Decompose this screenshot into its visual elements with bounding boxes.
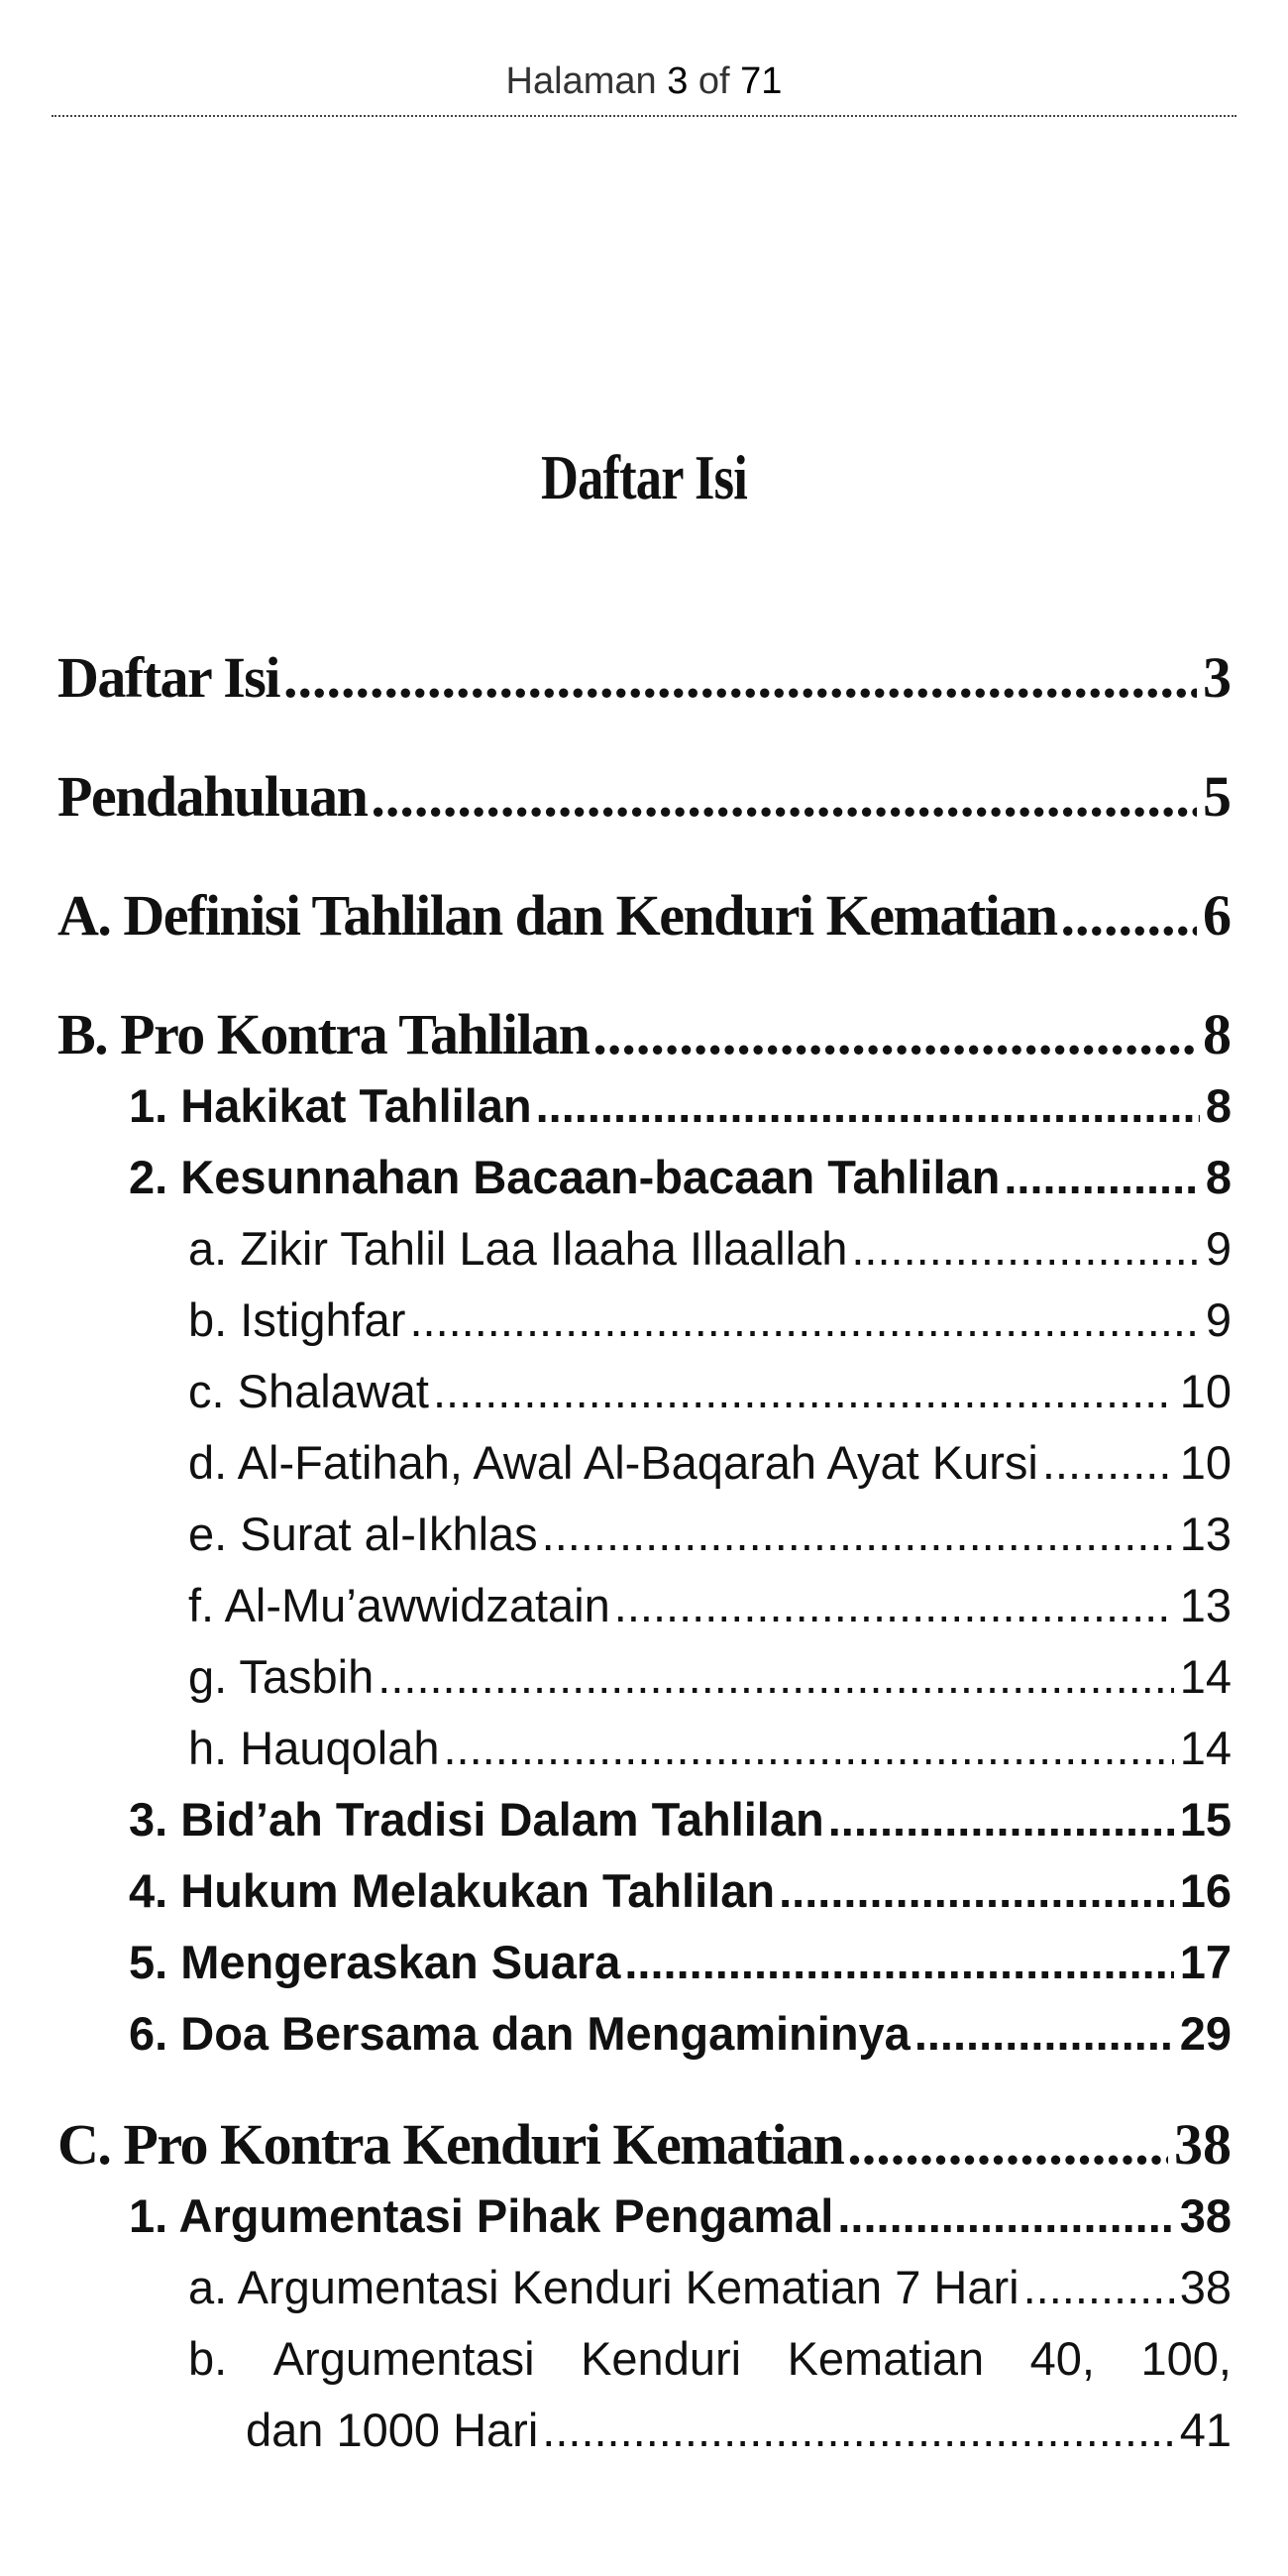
- toc-page-number: 10: [1179, 1365, 1232, 1417]
- toc-page-number: 41: [1179, 2404, 1232, 2456]
- toc-label: f. Al-Mu’awwidzatain: [188, 1579, 610, 1631]
- toc-label: g. Tasbih: [188, 1650, 375, 1703]
- toc-label: 5. Mengeraskan Suara: [129, 1936, 621, 1988]
- dot-leader: [847, 2111, 1168, 2178]
- toc-label: Daftar Isi: [57, 645, 279, 710]
- toc-label: b. Istighfar: [188, 1293, 406, 1346]
- toc-page-number: 16: [1179, 1864, 1232, 1917]
- toc-page-number: 5: [1203, 764, 1232, 829]
- dot-leader: [592, 1001, 1197, 1067]
- toc-page-number: 9: [1205, 1222, 1232, 1275]
- toc-entry-section-b[interactable]: [57, 1001, 1232, 1072]
- dot-leader: [1023, 2260, 1174, 2314]
- toc-entry-b2d[interactable]: [188, 1435, 1232, 1497]
- dot-leader: [914, 2006, 1174, 2061]
- dot-leader: [371, 763, 1197, 830]
- toc-page-number: 6: [1203, 883, 1232, 948]
- toc-label: 1. Argumentasi Pihak Pengamal: [129, 2189, 834, 2242]
- toc-entry-b2a[interactable]: [188, 1221, 1232, 1283]
- toc-label: 2. Kesunnahan Bacaan-bacaan Tahlilan: [129, 1151, 1001, 1203]
- toc-page-number: 8: [1205, 1151, 1232, 1203]
- toc-entry-c1[interactable]: [129, 2188, 1232, 2250]
- toc-label: C. Pro Kontra Kenduri Kematian: [57, 2112, 844, 2177]
- toc-entry-b6[interactable]: [129, 2006, 1232, 2068]
- toc-entry-b2[interactable]: [129, 1150, 1232, 1211]
- page-header: [52, 52, 1236, 117]
- dot-leader: [837, 2188, 1173, 2243]
- dot-leader: [433, 1364, 1174, 1418]
- toc-label: c. Shalawat: [188, 1365, 429, 1417]
- dot-leader: [614, 1578, 1174, 1632]
- toc-entry-b2f[interactable]: [188, 1578, 1232, 1639]
- toc-entry-c1b-line1[interactable]: [188, 2331, 1232, 2386]
- toc-page-number: 13: [1179, 1508, 1232, 1560]
- dot-leader: [283, 644, 1197, 711]
- toc-page-number: 38: [1179, 2261, 1232, 2313]
- toc-page-number: 13: [1179, 1579, 1232, 1631]
- toc-word: Kematian: [787, 2332, 985, 2385]
- toc-label: d. Al-Fatihah, Awal Al-Baqarah Ayat Kursi: [188, 1436, 1038, 1489]
- toc-label: 4. Hukum Melakukan Tahlilan: [129, 1864, 776, 1917]
- toc-entry-pendahuluan[interactable]: [57, 763, 1232, 835]
- toc-entry-section-c[interactable]: [57, 2111, 1232, 2183]
- toc-page-number: 29: [1179, 2007, 1232, 2060]
- toc-entry-b5[interactable]: [129, 1935, 1232, 1996]
- dot-leader: [1042, 1435, 1174, 1490]
- toc-page-number: 14: [1179, 1722, 1232, 1774]
- toc-label: 3. Bid’ah Tradisi Dalam Tahlilan: [129, 1793, 824, 1846]
- toc-entry-b4[interactable]: [129, 1863, 1232, 1925]
- toc-word: b.: [188, 2332, 228, 2385]
- toc-label: Pendahuluan: [57, 764, 368, 829]
- toc-label: dan 1000 Hari: [246, 2404, 539, 2456]
- toc-label: 6. Doa Bersama dan Mengamininya: [129, 2007, 911, 2060]
- toc-entry-c1a[interactable]: [188, 2260, 1232, 2321]
- dot-leader: [851, 1221, 1200, 1276]
- toc-page-number: 8: [1203, 1002, 1232, 1066]
- toc-entry-b2c[interactable]: [188, 1364, 1232, 1425]
- toc-word: 40,: [1029, 2332, 1095, 2385]
- toc-entry-b1[interactable]: [129, 1078, 1232, 1140]
- dot-leader: [624, 1935, 1173, 1989]
- dot-leader: [409, 1292, 1199, 1347]
- page-title: Daftar Isi: [540, 442, 748, 512]
- toc-page-number: 10: [1179, 1436, 1232, 1489]
- toc-label: e. Surat al-Ikhlas: [188, 1508, 538, 1560]
- dot-leader: [443, 1721, 1173, 1775]
- header-of: of: [698, 60, 730, 102]
- toc-label: A. Definisi Tahlilan dan Kenduri Kematian: [57, 883, 1057, 948]
- dot-leader: [779, 1863, 1174, 1918]
- toc-entry-b2g[interactable]: [188, 1649, 1232, 1711]
- toc-label: 1. Hakikat Tahlilan: [129, 1079, 532, 1132]
- dot-leader: [828, 1792, 1174, 1847]
- toc-page-number: 3: [1203, 645, 1232, 710]
- toc-page-number: 38: [1174, 2112, 1232, 2177]
- toc-word: Argumentasi: [272, 2332, 535, 2385]
- toc-page-number: 9: [1205, 1293, 1232, 1346]
- toc-label: h. Hauqolah: [188, 1722, 440, 1774]
- dot-leader: [542, 2403, 1173, 2457]
- toc-entry-b2h[interactable]: [188, 1721, 1232, 1782]
- toc-label: B. Pro Kontra Tahlilan: [57, 1002, 590, 1066]
- toc-entry-daftar-isi[interactable]: [57, 644, 1232, 716]
- toc-label: a. Zikir Tahlil Laa Ilaaha Illaallah: [188, 1222, 848, 1275]
- dot-leader: [536, 1078, 1200, 1133]
- header-prefix: Halaman: [505, 60, 657, 102]
- toc-word: 100,: [1140, 2332, 1232, 2385]
- dot-leader: [1061, 882, 1197, 949]
- total-page-number: 71: [740, 60, 783, 102]
- toc-entry-b2e[interactable]: [188, 1507, 1232, 1568]
- toc-page-number: 8: [1205, 1079, 1232, 1132]
- toc-entry-b3[interactable]: [129, 1792, 1232, 1853]
- toc-page-number: 15: [1179, 1793, 1232, 1846]
- toc-page-number: 14: [1179, 1650, 1232, 1703]
- toc-page-number: 38: [1179, 2189, 1232, 2242]
- toc-entry-b2b[interactable]: [188, 1292, 1232, 1354]
- toc-entry-c1b-line2[interactable]: [246, 2403, 1232, 2464]
- toc-page-number: 17: [1179, 1936, 1232, 1988]
- dot-leader: [542, 1507, 1174, 1561]
- toc-label: a. Argumentasi Kenduri Kematian 7 Hari: [188, 2261, 1020, 2313]
- current-page-number: 3: [667, 60, 689, 102]
- toc-entry-section-a[interactable]: [57, 882, 1232, 953]
- dot-leader: [1004, 1150, 1200, 1204]
- toc-word: Kenduri: [581, 2332, 742, 2385]
- dot-leader: [377, 1649, 1173, 1704]
